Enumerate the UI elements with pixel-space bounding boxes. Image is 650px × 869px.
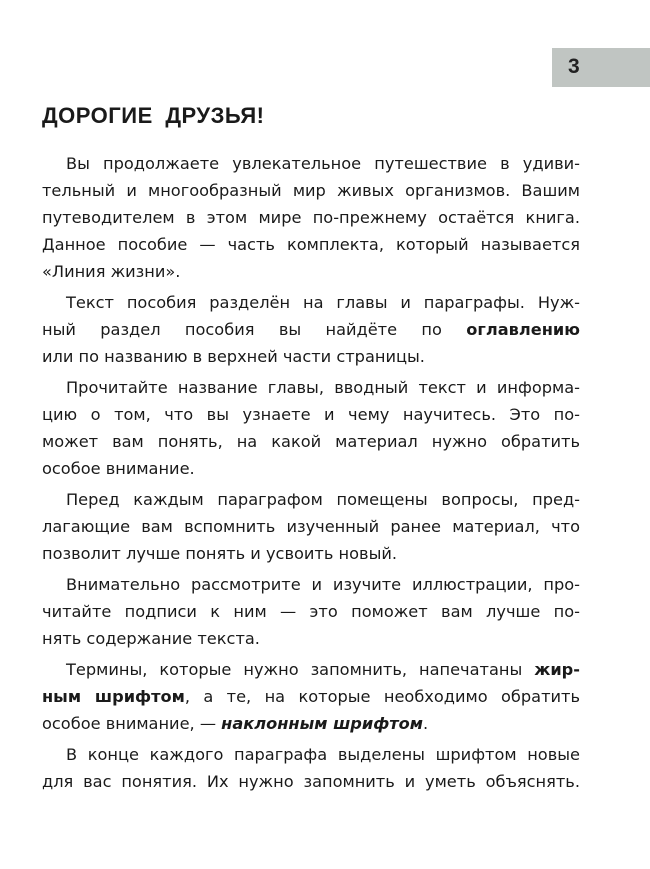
text-line	[42, 486, 580, 513]
text-segment: может вам понять, на какой материал нужно обратить	[42, 432, 580, 451]
text-line	[42, 598, 580, 625]
text-line	[42, 455, 580, 482]
page-number-tab	[552, 48, 650, 87]
bold-italic-term: наклонным шрифтом	[221, 714, 424, 733]
text-line	[42, 710, 580, 737]
text-segment: лагающие вам вспомнить изученный ранее материал, что	[42, 517, 580, 536]
text-segment: .	[423, 714, 429, 733]
text-segment: Перед каждым параграфом помещены вопросы, пред-	[66, 490, 580, 509]
paragraph	[42, 150, 580, 285]
text-line	[42, 316, 580, 343]
bold-term: ным шрифтом	[42, 687, 185, 706]
text-line	[42, 401, 580, 428]
text-segment: Прочитайте название главы, вводный текст и информа-	[66, 378, 580, 397]
text-segment: Термины, которые нужно запомнить, напечатаны	[66, 660, 535, 679]
text-segment: позволит лучше понять и усвоить новый.	[42, 544, 398, 563]
text-line	[42, 428, 580, 455]
text-line	[42, 374, 580, 401]
text-line	[42, 741, 580, 768]
body-text	[42, 150, 580, 799]
page-title: ДОРОГИЕ ДРУЗЬЯ!	[42, 103, 265, 128]
text-segment: особое внимание, —	[42, 714, 222, 733]
text-line	[42, 768, 580, 795]
paragraph	[42, 741, 580, 795]
bold-term: оглавлению	[466, 320, 580, 339]
text-segment: или по названию в верхней части страницы.	[42, 347, 425, 366]
text-segment: Данное пособие — часть комплекта, который называется	[42, 235, 580, 254]
text-line	[42, 540, 580, 567]
text-segment: тельный и многообразный мир живых организмов. Вашим	[42, 181, 580, 200]
text-line	[42, 204, 580, 231]
text-line	[42, 343, 580, 370]
text-line	[42, 258, 580, 285]
text-segment: , а те, на которые необходимо обратить	[184, 687, 580, 706]
text-line	[42, 656, 580, 683]
text-segment: «Линия жизни».	[42, 262, 181, 281]
paragraph	[42, 656, 580, 737]
text-segment: В конце каждого параграфа выделены шрифтом новые	[66, 745, 580, 764]
text-line	[42, 150, 580, 177]
text-segment: Внимательно рассмотрите и изучите иллюстрации, про-	[66, 575, 580, 594]
page-number: 3	[568, 55, 580, 78]
text-line	[42, 289, 580, 316]
text-segment: Вы продолжаете увлекательное путешествие в удиви-	[66, 154, 580, 173]
text-line	[42, 513, 580, 540]
text-line	[42, 571, 580, 598]
text-segment: цию о том, что вы узнаете и чему научитесь. Это по-	[42, 405, 580, 424]
text-segment: Текст пособия разделён на главы и параграфы. Нуж-	[66, 293, 580, 312]
text-line	[42, 231, 580, 258]
text-segment: нять содержание текста.	[42, 629, 260, 648]
paragraph	[42, 486, 580, 567]
paragraph	[42, 571, 580, 652]
text-line	[42, 625, 580, 652]
bold-term: жир-	[534, 660, 580, 679]
paragraph	[42, 289, 580, 370]
paragraph	[42, 374, 580, 482]
text-segment: путеводителем в этом мире по-прежнему остаётся книга.	[42, 208, 580, 227]
text-segment: читайте подписи к ним — это поможет вам лучше по-	[42, 602, 580, 621]
text-segment: ный раздел пособия вы найдёте по	[42, 320, 467, 339]
text-line	[42, 683, 580, 710]
text-segment: для вас понятия. Их нужно запомнить и уметь объяснять.	[42, 772, 580, 791]
text-line	[42, 177, 580, 204]
text-segment: особое внимание.	[42, 459, 195, 478]
